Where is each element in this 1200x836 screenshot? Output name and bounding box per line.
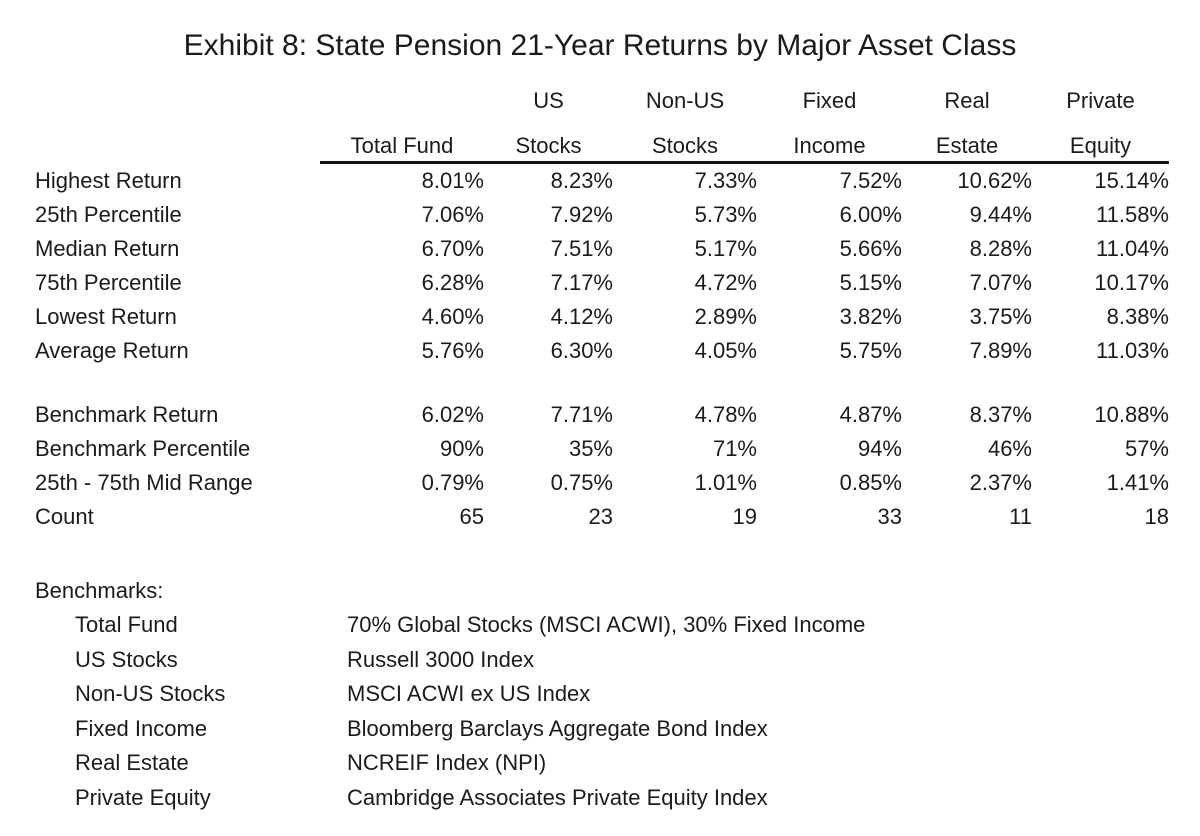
exhibit-title: Exhibit 8: State Pension 21-Year Returns by Major Asset Class [183,29,1017,62]
benchmark-name: Real Estate [75,750,189,775]
row-label: 75th Percentile [35,270,182,295]
cell-value: 23 [588,504,613,529]
cell-value: 6.28% [421,270,484,295]
cell-value: 9.44% [969,202,1032,227]
cell-value: 8.23% [550,168,613,193]
benchmark-description: Cambridge Associates Private Equity Index [347,784,768,810]
cell-value: 11.04% [1096,236,1169,261]
col-header-real-estate-line1: Real [944,88,990,113]
cell-value: 65 [459,504,484,529]
table-row-mid-range [35,466,1169,500]
benchmark-name: Total Fund [75,612,178,637]
cell-value: 1.01% [694,470,757,495]
col-header-private-equity-line1: Private [1066,88,1135,113]
table-row-25th-percentile [35,198,1169,232]
cell-value: 4.60% [421,304,484,329]
header-underline: Income [757,133,902,164]
cell-value: 4.72% [694,270,757,295]
cell-value: 90% [439,436,484,461]
table-row-highest-return [35,164,1169,198]
table-row-75th-percentile [35,266,1169,300]
benchmarks-section [35,574,1200,815]
cell-value: 7.51% [550,236,613,261]
row-label: 25th - 75th Mid Range [35,470,253,495]
cell-value: 7.52% [839,168,902,193]
table-row-count [35,500,1169,534]
cell-value: 5.73% [694,202,757,227]
col-header-non-us-stocks-line1: Non-US [645,88,725,113]
cell-value: 4.78% [694,402,757,427]
cell-value: 46% [987,436,1032,461]
cell-value: 3.75% [969,304,1032,329]
cell-value: 5.17% [694,236,757,261]
cell-value: 5.75% [839,338,902,363]
cell-value: 5.76% [421,338,484,363]
cell-value: 11 [1009,504,1032,529]
cell-value: 8.01% [421,168,484,193]
col-header-total-fund-line2 [320,128,484,164]
benchmark-item-real-estate [35,746,1200,781]
table-row-benchmark-percentile [35,432,1169,466]
row-label: 25th Percentile [35,202,182,227]
table-row-average-return [35,334,1169,368]
row-label: Benchmark Return [35,402,219,427]
cell-value: 7.92% [550,202,613,227]
row-label: Median Return [35,236,180,261]
cell-value: 15.14% [1094,168,1169,193]
returns-table-header [35,88,1169,164]
benchmark-item-us-stocks [35,643,1200,678]
header-underline: Estate [902,133,1032,164]
header-underline: Total Fund [320,133,484,164]
cell-value: 1.41% [1106,470,1169,495]
row-label: Average Return [35,338,189,363]
cell-value: 6.70% [421,236,484,261]
cell-value: 35% [568,436,613,461]
header-underline: Equity [1032,133,1169,164]
header-label-spacer [35,128,320,164]
header-row-line2 [35,128,1169,164]
col-header-us-stocks-line1: US [533,88,564,113]
benchmark-item-fixed-income [35,712,1200,747]
cell-value: 10.88% [1094,402,1169,427]
col-header-non-us-stocks-line2 [613,128,757,164]
benchmark-description: 70% Global Stocks (MSCI ACWI), 30% Fixed Income [347,612,866,637]
row-label: Benchmark Percentile [35,436,251,461]
cell-value: 19 [732,504,757,529]
cell-value: 7.17% [550,270,613,295]
cell-value: 94% [857,436,902,461]
benchmark-name: US Stocks [75,646,178,672]
benchmark-name: Fixed Income [75,715,208,741]
benchmark-name: Non-US Stocks [75,681,226,706]
header-row-line1 [35,88,1169,128]
cell-value: 33 [877,504,902,529]
cell-value: 0.75% [550,470,613,495]
table-row-lowest-return [35,300,1169,334]
cell-value: 3.82% [839,304,902,329]
cell-value: 0.85% [839,470,902,495]
cell-value: 10.62% [957,168,1032,193]
spacer-row [35,368,1169,398]
benchmark-item-total-fund [35,608,1200,643]
benchmark-description: Russell 3000 Index [347,646,535,672]
benchmark-item-non-us-stocks [35,677,1200,712]
benchmark-description: NCREIF Index (NPI) [347,750,547,775]
cell-value: 6.30% [550,338,613,363]
col-header-fixed-income-line2 [757,128,902,164]
cell-value: 7.89% [969,338,1032,363]
benchmarks-heading: Benchmarks: [35,578,164,603]
col-header-fixed-income-line1: Fixed [802,88,857,113]
cell-value: 2.37% [969,470,1032,495]
cell-value: 5.15% [839,270,902,295]
table-row-median-return [35,232,1169,266]
cell-value: 0.79% [421,470,484,495]
col-header-us-stocks-line2 [484,128,613,164]
cell-value: 11.03% [1096,338,1169,363]
cell-value: 4.05% [694,338,757,363]
cell-value: 11.58% [1096,202,1169,227]
cell-value: 6.02% [421,402,484,427]
benchmark-item-private-equity [35,781,1200,816]
row-label: Highest Return [35,168,182,193]
cell-value: 7.71% [550,402,613,427]
cell-value: 5.66% [839,236,902,261]
cell-value: 8.28% [969,236,1032,261]
header-underline: Stocks [484,133,613,164]
cell-value: 8.37% [969,402,1032,427]
cell-value: 7.07% [969,270,1032,295]
row-label: Count [35,504,94,529]
cell-value: 8.38% [1106,304,1169,329]
cell-value: 2.89% [694,304,757,329]
cell-value: 57% [1124,436,1169,461]
cell-value: 10.17% [1094,270,1169,295]
cell-value: 4.12% [550,304,613,329]
row-label: Lowest Return [35,304,177,329]
cell-value: 4.87% [839,402,902,427]
header-underline: Stocks [613,133,757,164]
benchmark-description: Bloomberg Barclays Aggregate Bond Index [347,715,768,741]
benchmark-description: MSCI ACWI ex US Index [347,681,591,706]
cell-value: 7.33% [694,168,757,193]
cell-value: 71% [712,436,757,461]
benchmark-name: Private Equity [75,784,211,810]
table-row-benchmark-return [35,398,1169,432]
col-header-real-estate-line2 [902,128,1032,164]
col-header-private-equity-line2 [1032,128,1169,164]
cell-value: 7.06% [421,202,484,227]
col-header-total-fund-line1 [320,88,484,128]
cell-value: 18 [1144,504,1169,529]
returns-table [35,88,1169,534]
header-label-spacer [35,88,320,128]
cell-value: 6.00% [839,202,902,227]
